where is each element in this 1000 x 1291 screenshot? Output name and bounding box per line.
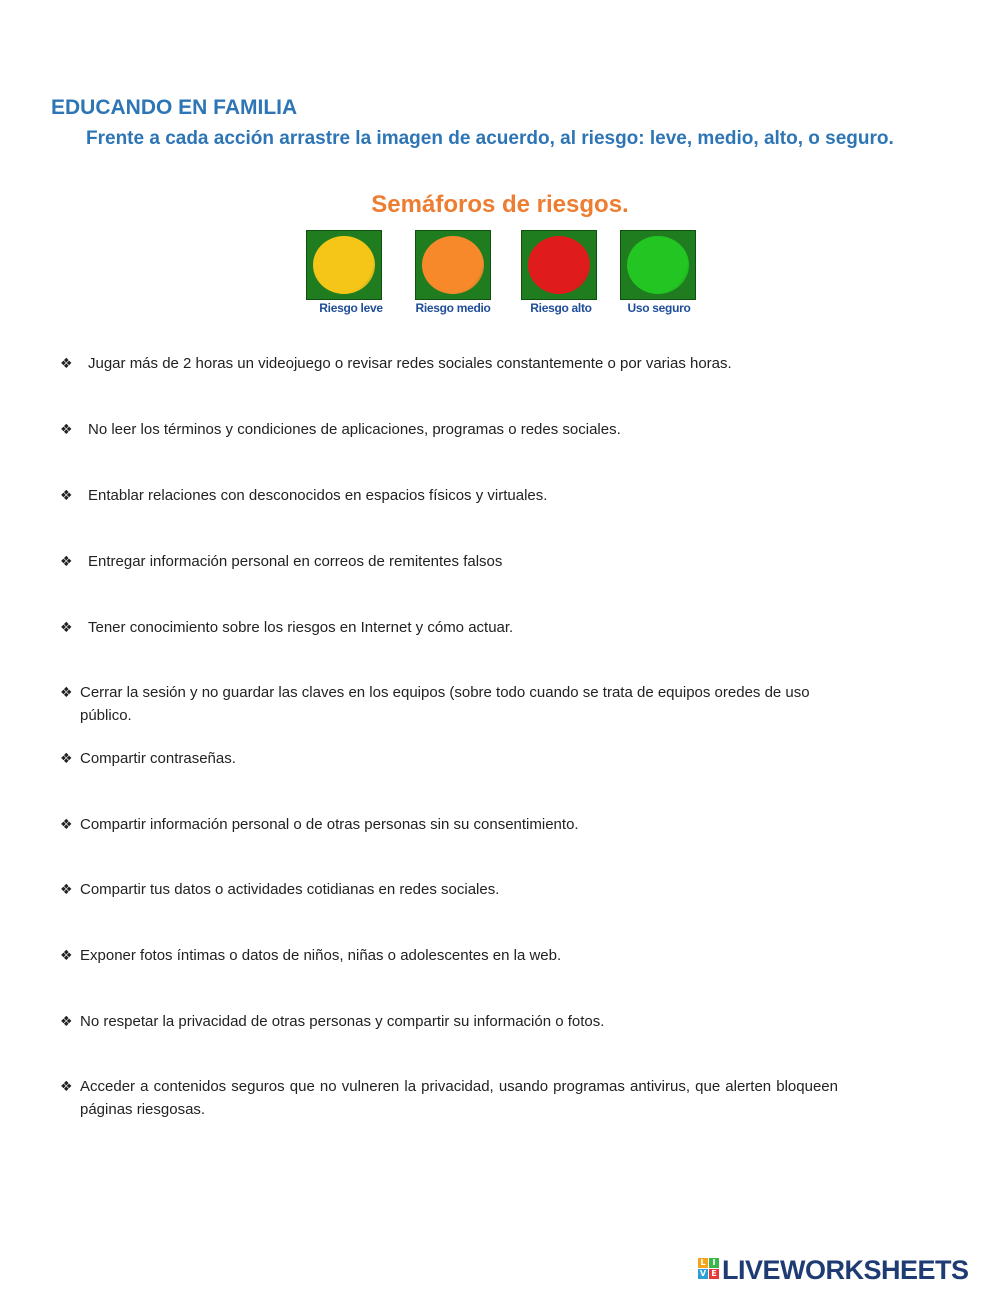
diamond-bullet-icon: ❖ — [60, 553, 73, 569]
diamond-bullet-icon: ❖ — [60, 1078, 73, 1094]
item-text: No leer los términos y condiciones de aplicaciones, programas o redes sociales. — [88, 421, 621, 438]
diamond-bullet-icon: ❖ — [60, 487, 73, 503]
semaforo-heading: Semáforos de riesgos. — [371, 191, 629, 218]
light-label: Uso seguro — [627, 301, 691, 315]
item-text: Entablar relaciones con desconocidos en espacios físicos y virtuales. — [88, 487, 548, 504]
traffic-light-riesgo-leve[interactable] — [303, 230, 399, 320]
light-label: Riesgo leve — [319, 301, 383, 315]
diamond-bullet-icon: ❖ — [60, 816, 73, 832]
diamond-bullet-icon: ❖ — [60, 881, 73, 897]
list-item — [58, 878, 848, 901]
badge-letter: E — [709, 1269, 719, 1279]
light-label: Riesgo alto — [530, 301, 592, 315]
item-text: Acceder a contenidos seguros que no vulneren la privacidad, usando programas antivirus, que alerten bloqueen páginas riesgosas. — [80, 1078, 838, 1118]
light-box — [521, 230, 597, 300]
traffic-light-riesgo-medio[interactable] — [405, 230, 501, 320]
light-label: Riesgo medio — [415, 301, 491, 315]
logo-text: LIVEWORKSHEETS — [722, 1255, 969, 1285]
green-light-icon — [627, 236, 689, 294]
list-item — [58, 1010, 848, 1033]
traffic-light-uso-seguro[interactable] — [611, 230, 707, 320]
traffic-lights-row — [0, 230, 1000, 320]
item-text: Compartir tus datos o actividades cotidianas en redes sociales. — [80, 881, 500, 898]
live-badge-icon — [698, 1258, 720, 1280]
list-item — [58, 616, 848, 639]
item-text: No respetar la privacidad de otras personas y compartir su información o fotos. — [80, 1013, 605, 1030]
light-box — [620, 230, 696, 300]
list-item — [58, 352, 848, 375]
badge-letter: V — [699, 1269, 707, 1278]
traffic-light-riesgo-alto[interactable] — [513, 230, 609, 320]
badge-letter: I — [709, 1258, 719, 1268]
diamond-bullet-icon: ❖ — [60, 684, 73, 700]
item-text: Entregar información personal en correos de remitentes falsos — [88, 553, 503, 570]
diamond-bullet-icon: ❖ — [60, 355, 73, 371]
list-item — [58, 681, 848, 727]
yellow-light-icon — [313, 236, 375, 294]
list-item — [58, 418, 848, 441]
light-box — [415, 230, 491, 300]
item-text: Jugar más de 2 horas un videojuego o revisar redes sociales constantemente o por varias horas. — [88, 355, 732, 372]
diamond-bullet-icon: ❖ — [60, 750, 73, 766]
item-text: Compartir información personal o de otras personas sin su consentimiento. — [80, 816, 579, 833]
orange-light-icon — [422, 236, 484, 294]
list-item — [58, 944, 848, 967]
list-item — [58, 1075, 848, 1121]
item-text: Tener conocimiento sobre los riesgos en Internet y cómo actuar. — [88, 619, 514, 636]
liveworksheets-logo[interactable] — [698, 1255, 998, 1285]
red-light-icon — [528, 236, 590, 294]
badge-letter: L — [698, 1258, 708, 1268]
list-item — [58, 550, 848, 573]
item-text: Cerrar la sesión y no guardar las claves en los equipos (sobre todo cuando se trata de equipos oredes de uso público. — [80, 684, 810, 724]
list-item — [58, 813, 848, 836]
list-item — [58, 747, 848, 770]
list-item — [58, 484, 848, 507]
item-text: Exponer fotos íntimas o datos de niños, niñas o adolescentes en la web. — [80, 947, 562, 964]
page-title: EDUCANDO EN FAMILIA — [51, 96, 298, 119]
diamond-bullet-icon: ❖ — [60, 947, 73, 963]
diamond-bullet-icon: ❖ — [60, 421, 73, 437]
item-text: Compartir contraseñas. — [80, 750, 236, 767]
light-box — [306, 230, 382, 300]
instruction-text: Frente a cada acción arrastre la imagen de acuerdo, al riesgo: leve, medio, alto, o seguro. — [86, 128, 894, 149]
diamond-bullet-icon: ❖ — [60, 1013, 73, 1029]
diamond-bullet-icon: ❖ — [60, 619, 73, 635]
